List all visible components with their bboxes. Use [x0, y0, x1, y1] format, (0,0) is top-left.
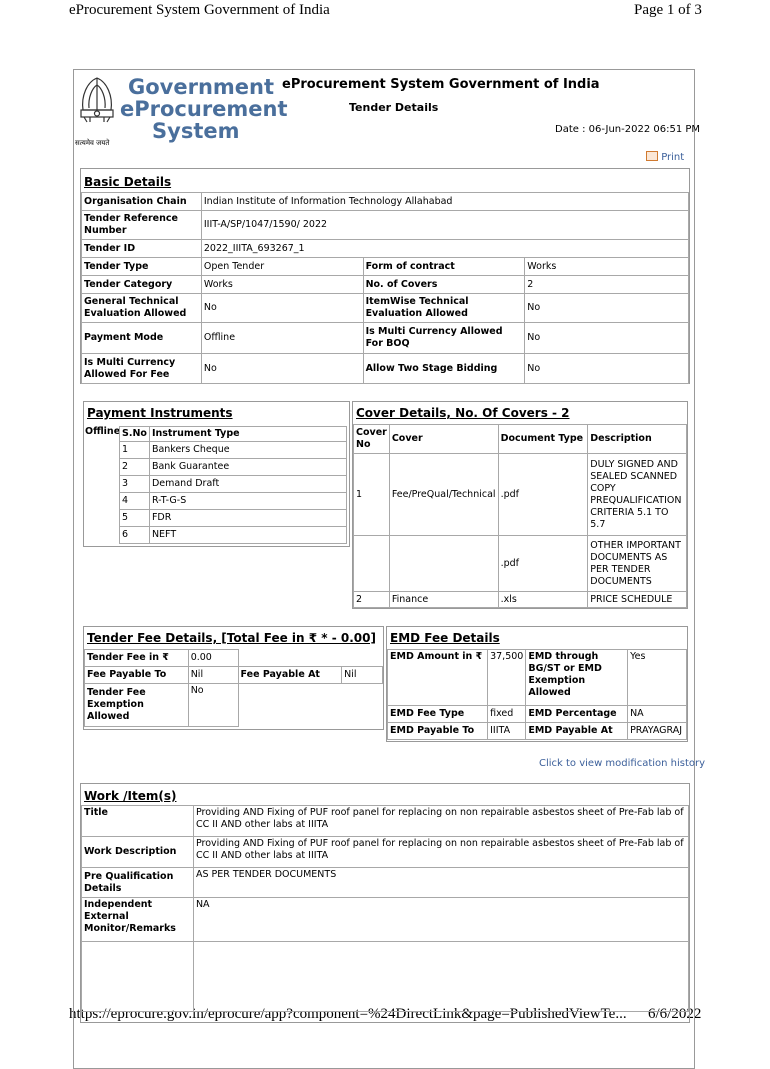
- work-items-table: [81, 805, 689, 1012]
- empty-cell: [82, 942, 194, 1012]
- fee-payat-label: Fee Payable At: [238, 667, 342, 684]
- report-date: Date : 06-Jun-2022 06:51 PM: [555, 124, 701, 135]
- work-title-value: Providing AND Fixing of PUF roof panel for replacing on non repairable asbestos sheet of Pre-Fab lab of CC II AND other labs at IIITA: [193, 806, 688, 837]
- emd-through-label: EMD through BG/ST or EMD Exemption Allowed: [526, 650, 628, 706]
- emd-fee-heading: EMD Fee Details: [390, 631, 500, 645]
- instrument-type: NEFT: [149, 527, 346, 544]
- print-button[interactable]: [646, 151, 684, 163]
- emd-type-value: fixed: [488, 706, 526, 723]
- fee-exempt-value: No: [188, 684, 238, 727]
- col-cover: Cover: [389, 425, 498, 454]
- emd-payat-label: EMD Payable At: [526, 723, 628, 740]
- instrument-sno: 5: [120, 510, 150, 527]
- payment-mode-value: Offline: [201, 323, 363, 354]
- empty-cell: [238, 650, 342, 667]
- fee-value: 0.00: [188, 650, 238, 667]
- print-footer-date: 6/6/2022: [648, 1006, 702, 1022]
- emd-amount-label: EMD Amount in ₹: [388, 650, 488, 706]
- col-instrument-type: Instrument Type: [149, 427, 346, 442]
- cover-details-heading: Cover Details, No. Of Covers - 2: [356, 406, 570, 420]
- fee-exempt-label: Tender Fee Exemption Allowed: [85, 684, 189, 727]
- instrument-type: Bank Guarantee: [149, 459, 346, 476]
- cover-description: PRICE SCHEDULE: [588, 592, 687, 608]
- instrument-sno: 6: [120, 527, 150, 544]
- covers-label: No. of Covers: [363, 276, 525, 294]
- instrument-type: R-T-G-S: [149, 493, 346, 510]
- emd-pct-label: EMD Percentage: [526, 706, 628, 723]
- tender-id-label: Tender ID: [82, 240, 202, 258]
- category-label: Tender Category: [82, 276, 202, 294]
- ref-label: Tender Reference Number: [82, 211, 202, 240]
- iem-label: Independent External Monitor/Remarks: [82, 898, 194, 942]
- cover-no: 1: [354, 454, 390, 536]
- emd-amount-value: 37,500: [488, 650, 526, 706]
- instrument-type: Demand Draft: [149, 476, 346, 493]
- basic-details-table: [81, 192, 689, 384]
- instrument-sno: 3: [120, 476, 150, 493]
- prequal-value: AS PER TENDER DOCUMENTS: [193, 868, 688, 898]
- col-doc-type: Document Type: [498, 425, 588, 454]
- table-row: [120, 527, 347, 544]
- cover-table: [353, 424, 687, 608]
- table-row: [120, 510, 347, 527]
- tender-fee-heading: Tender Fee Details, [Total Fee in ₹ * - 0.00]: [87, 631, 376, 645]
- contract-value: Works: [525, 258, 689, 276]
- emblem-icon: [75, 72, 119, 134]
- mc-boq-value: No: [525, 323, 689, 354]
- mc-fee-value: No: [201, 354, 363, 384]
- emd-fee-table: [387, 649, 687, 740]
- col-sno: S.No: [120, 427, 150, 442]
- cover-doc-type: .pdf: [498, 536, 588, 592]
- work-desc-value: Providing AND Fixing of PUF roof panel for replacing on non repairable asbestos sheet of Pre-Fab lab of CC II AND other labs at IIITA: [193, 837, 688, 868]
- cover-name: Finance: [389, 592, 498, 608]
- prequal-label: Pre Qualification Details: [82, 868, 194, 898]
- work-desc-label: Work Description: [82, 837, 194, 868]
- fee-label: Tender Fee in ₹: [85, 650, 189, 667]
- basic-details-heading: Basic Details: [84, 175, 172, 189]
- instrument-sno: 1: [120, 442, 150, 459]
- tender-fee-table: [84, 649, 383, 727]
- empty-cell: [238, 684, 342, 727]
- emd-payat-value: PRAYAGRAJ: [628, 723, 687, 740]
- contract-label: Form of contract: [363, 258, 525, 276]
- covers-value: 2: [525, 276, 689, 294]
- instrument-type: Bankers Cheque: [149, 442, 346, 459]
- cover-description: DULY SIGNED AND SEALED SCANNED COPY PREQUALIFICATION CRITERIA 5.1 TO 5.7: [588, 454, 687, 536]
- category-value: Works: [201, 276, 363, 294]
- tender-type-value: Open Tender: [201, 258, 363, 276]
- col-cover-no: Cover No: [354, 425, 390, 454]
- two-stage-value: No: [525, 354, 689, 384]
- ite-value: No: [525, 294, 689, 323]
- instrument-sno: 2: [120, 459, 150, 476]
- empty-cell: [342, 684, 383, 727]
- fee-payto-value: Nil: [188, 667, 238, 684]
- logo-line-2: eProcurement: [120, 97, 288, 121]
- empty-cell: [354, 536, 390, 592]
- mc-boq-label: Is Multi Currency Allowed For BOQ: [363, 323, 525, 354]
- tender-type-label: Tender Type: [82, 258, 202, 276]
- instrument-table: [119, 426, 347, 544]
- emd-pct-value: NA: [628, 706, 687, 723]
- cover-description: OTHER IMPORTANT DOCUMENTS AS PER TENDER DOCUMENTS: [588, 536, 687, 592]
- fee-payto-label: Fee Payable To: [85, 667, 189, 684]
- mc-fee-label: Is Multi Currency Allowed For Fee: [82, 354, 202, 384]
- instrument-sno: 4: [120, 493, 150, 510]
- gte-value: No: [201, 294, 363, 323]
- ref-value: IIIT-A/SP/1047/1590/ 2022: [201, 211, 688, 240]
- table-row: [120, 459, 347, 476]
- work-title-label: Title: [82, 806, 194, 837]
- payment-mode-label: Payment Mode: [82, 323, 202, 354]
- table-row: [120, 476, 347, 493]
- iem-value: NA: [193, 898, 688, 942]
- gte-label: General Technical Evaluation Allowed: [82, 294, 202, 323]
- printer-icon: [646, 151, 658, 161]
- print-page-number: Page 1 of 3: [634, 2, 702, 18]
- two-stage-label: Allow Two Stage Bidding: [363, 354, 525, 384]
- print-label: Print: [661, 152, 685, 163]
- emd-through-value: Yes: [628, 650, 687, 706]
- emblem-motto: सत्यमेव जयते: [75, 139, 110, 147]
- ite-label: ItemWise Technical Evaluation Allowed: [363, 294, 525, 323]
- cover-name: Fee/PreQual/Technical: [389, 454, 498, 536]
- tender-id-value: 2022_IIITA_693267_1: [201, 240, 688, 258]
- payment-instruments-heading: Payment Instruments: [87, 406, 233, 420]
- org-value: Indian Institute of Information Technology Allahabad: [201, 193, 688, 211]
- fee-payat-value: Nil: [342, 667, 383, 684]
- col-description: Description: [588, 425, 687, 454]
- cover-doc-type: .xls: [498, 592, 588, 608]
- print-footer-url: https://eprocure.gov.in/eprocure/app?component=%24DirectLink&page=PublishedViewTe...: [69, 1006, 627, 1022]
- logo-line-3: System: [152, 119, 240, 143]
- emd-payto-label: EMD Payable To: [388, 723, 488, 740]
- emd-payto-value: IIITA: [488, 723, 526, 740]
- org-label: Organisation Chain: [82, 193, 202, 211]
- table-row: [120, 442, 347, 459]
- work-items-heading: Work /Item(s): [84, 789, 177, 803]
- payment-mode-tag: Offline: [85, 426, 121, 437]
- empty-cell: [389, 536, 498, 592]
- emd-type-label: EMD Fee Type: [388, 706, 488, 723]
- modification-history-link[interactable]: Click to view modification history: [539, 758, 706, 769]
- instrument-type: FDR: [149, 510, 346, 527]
- table-row: [120, 493, 347, 510]
- page-subtitle: Tender Details: [349, 101, 439, 114]
- empty-cell: [193, 942, 688, 1012]
- print-header-title: eProcurement System Government of India: [69, 2, 330, 18]
- logo-line-1: Government: [128, 75, 275, 99]
- cover-no: 2: [354, 592, 390, 608]
- empty-cell: [342, 650, 383, 667]
- page-title: eProcurement System Government of India: [282, 77, 600, 92]
- cover-doc-type: .pdf: [498, 454, 588, 536]
